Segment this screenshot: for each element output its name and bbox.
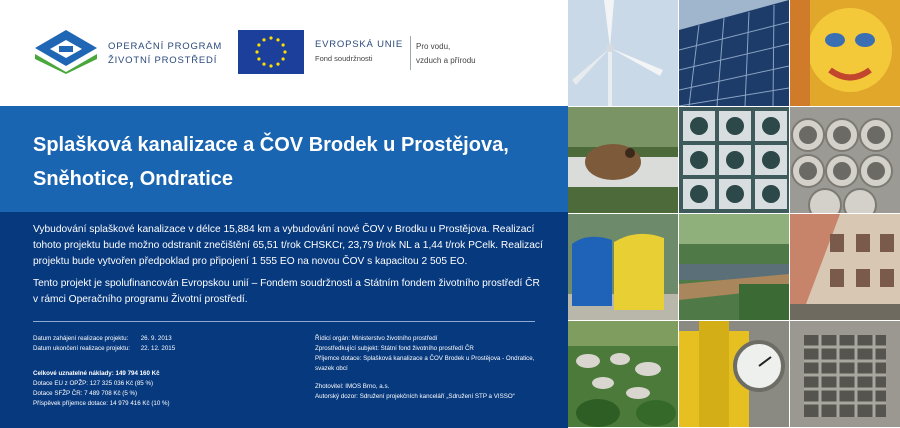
- managing-authority: Řídicí orgán: Ministerstvo životního prostředí: [315, 335, 438, 342]
- title-line1: Splašková kanalizace a ČOV Brodek u Prostějova,: [33, 134, 509, 156]
- logo-divider: [410, 36, 411, 70]
- wetland-boardwalk-photo: [679, 214, 789, 320]
- opzp-line2: ŽIVOTNÍ PROSTŘEDÍ: [108, 55, 218, 66]
- motto-line2: vzduch a přírodu: [416, 56, 476, 65]
- rock-garden-photo: [568, 321, 678, 427]
- title-line2: Sněhotice, Ondratice: [33, 168, 234, 190]
- intermediate-body: Zprostředkující subjekt: Státní fond životního prostředí ČR: [315, 345, 474, 352]
- sfzp-grant: Dotace SFŽP ČR: 7 489 708 Kč (5 %): [33, 390, 138, 397]
- start-date-label: Datum zahájení realizace projektu:: [33, 335, 129, 342]
- mosaic-sun-photo: [790, 0, 900, 106]
- description-paragraph-1: Vybudování splaškové kanalizace v délce 15,884 km a vybudování nové ČOV v Brodku u Prostějova. Realizací tohoto projektu bude možno odstranit znečištění 65,51 t/rok CHSKCr, 23,79 t/rok NL a 1,44 t/rok PCelk. Realizací projektu bude vytvořen předpoklad pro připojení 1 555 EO na novou ČOV s kapacitou 2 505 EO.: [33, 224, 543, 267]
- end-date-value: 22. 12. 2015: [140, 345, 176, 352]
- end-date-label: Datum ukončení realizace projektu:: [33, 345, 130, 352]
- water-treatment-grid-photo: [679, 107, 789, 213]
- eu-logo-text: [315, 38, 403, 66]
- start-date-value: 26. 9. 2013: [140, 335, 172, 342]
- details-divider: [33, 321, 535, 322]
- author-supervision: Autorský dozor: Sdružení projekčních kanceláří „Sdružení STP a VISSO“: [315, 393, 515, 400]
- total-cost: Celkové uznatelné náklady: 149 794 160 Kč: [33, 370, 160, 377]
- own-contribution: Příspěvek příjemce dotace: 14 979 416 Kč (10 %): [33, 400, 170, 407]
- contractor: Zhotovitel: IMOS Brno, a.s.: [315, 383, 390, 390]
- photo-grid: [568, 0, 900, 428]
- project-description: [33, 222, 543, 314]
- project-bodies: [315, 334, 545, 402]
- yellow-pipe-gauge-photo: [679, 321, 789, 427]
- frog-on-pipe-photo: [568, 107, 678, 213]
- eu-flag-icon: [238, 30, 304, 74]
- drain-grate-photo: [790, 321, 900, 427]
- grant-recipient: Příjemce dotace: Splašková kanalizace a ČOV Brodek u Prostějova - Ondratice, svazek obcí: [315, 355, 535, 372]
- opzp-line1: OPERAČNÍ PROGRAM: [108, 41, 223, 52]
- project-dates: [33, 334, 175, 354]
- eu-grant: Dotace EU z OPŽP: 127 325 036 Kč (85 %): [33, 380, 154, 387]
- wind-turbine-photo: [568, 0, 678, 106]
- recycling-bins-photo: [568, 214, 678, 320]
- building-facade-photo: [790, 214, 900, 320]
- opzp-logo-icon: [33, 28, 99, 74]
- eu-line2: Fond soudržnosti: [315, 54, 373, 63]
- description-paragraph-2: Tento projekt je spolufinancován Evropskou unií – Fondem soudržnosti a Státním fondem životního prostředí ČR v rámci Operačního programu Životní prostředí.: [33, 278, 540, 305]
- motto-line1: Pro vodu,: [416, 42, 451, 51]
- solar-panel-photo: [679, 0, 789, 106]
- concrete-pipes-photo: [790, 107, 900, 213]
- project-title: [33, 128, 553, 196]
- motto: [416, 40, 476, 68]
- project-costs: [33, 369, 170, 409]
- opzp-logo-text: [108, 40, 222, 68]
- eu-line1: EVROPSKÁ UNIE: [315, 39, 404, 50]
